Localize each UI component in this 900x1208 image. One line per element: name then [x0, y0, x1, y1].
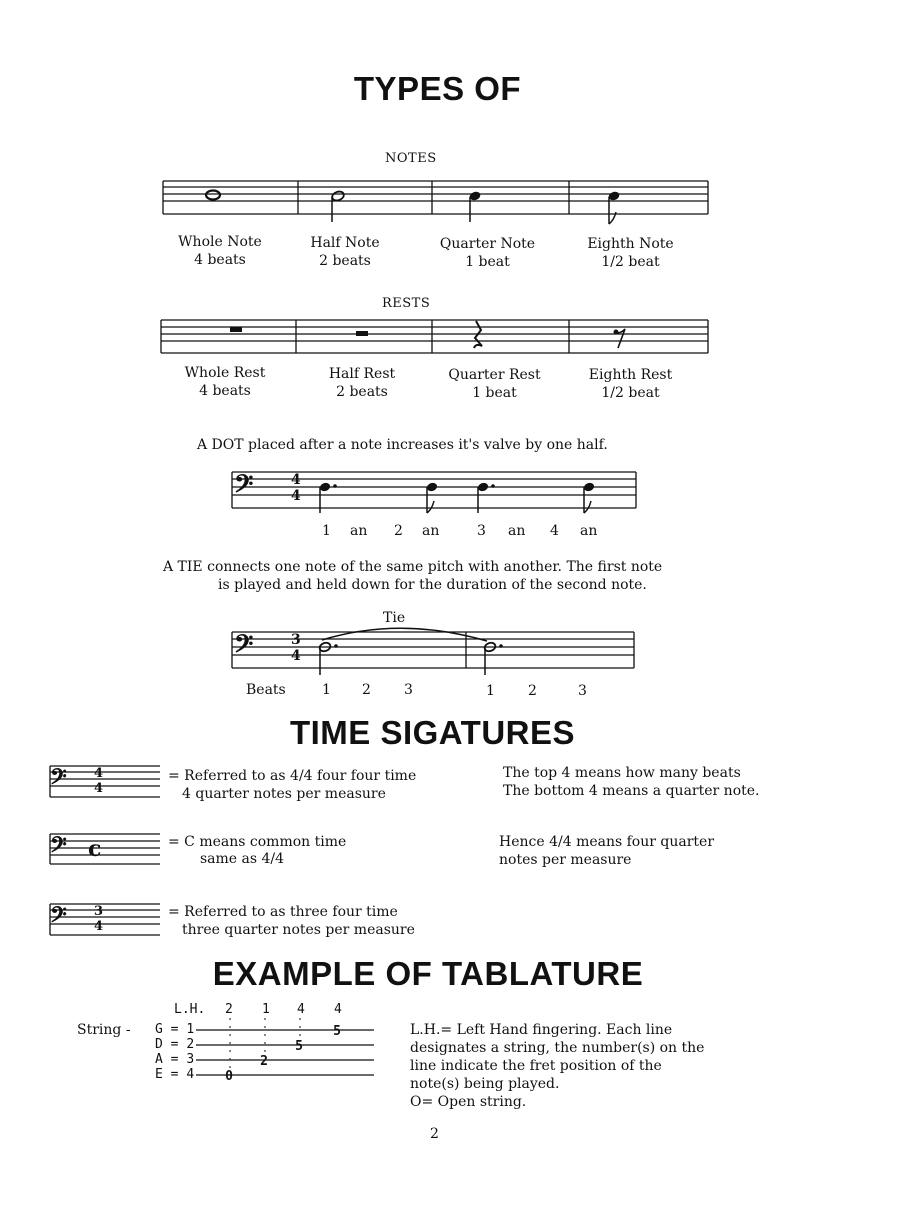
- bass-clef-icon: 𝄢: [50, 833, 67, 863]
- note-label-whole: Whole Note 4 beats: [178, 234, 262, 268]
- fret-number: 0: [225, 1069, 233, 1084]
- dot-count-4: 4: [550, 523, 559, 539]
- ts-row1-note1: The top 4 means how many beats: [503, 765, 741, 781]
- rest-label-half: Half Rest 2 beats: [328, 366, 396, 400]
- dot-count-2: 2: [394, 523, 403, 539]
- tablature-heading: EXAMPLE OF TABLATURE: [212, 955, 644, 992]
- tie-count: 1: [322, 682, 331, 698]
- rest-label-quarter: Quarter Rest 1 beat: [448, 367, 541, 401]
- tie-time-sig-bottom: 4: [291, 648, 301, 664]
- tie-count: 3: [404, 682, 413, 698]
- fret-number: 2: [260, 1054, 268, 1069]
- ts-row1-desc2: 4 quarter notes per measure: [182, 786, 386, 802]
- page-number: 2: [430, 1126, 439, 1142]
- bass-clef-icon: 𝄢: [234, 470, 254, 505]
- ts-row2-note2: notes per measure: [499, 852, 632, 868]
- ts-row3-top: 3: [94, 904, 104, 919]
- beats-label: Beats: [246, 682, 286, 698]
- fret-number: 5: [295, 1039, 303, 1054]
- tie-description-line1: A TIE connects one note of the same pitch with another. The first note: [163, 559, 663, 575]
- ts-row2-note1: Hence 4/4 means four quarter: [499, 834, 715, 850]
- bass-clef-icon: 𝄢: [50, 903, 67, 933]
- dot-time-sig-top: 4: [291, 472, 301, 488]
- bass-clef-icon: 𝄢: [50, 765, 67, 795]
- string-label: String -: [77, 1022, 131, 1038]
- finger-number: 4: [334, 1002, 342, 1017]
- string-name-e: E = 4: [155, 1067, 195, 1082]
- finger-number: 1: [262, 1002, 270, 1017]
- ts-row1-note2: The bottom 4 means a quarter note.: [503, 783, 760, 799]
- dot-count-an: an: [422, 523, 440, 539]
- tie-count: 2: [362, 682, 371, 698]
- dot-description: A DOT placed after a note increases it's valve by one half.: [197, 437, 608, 453]
- tie-description-line2: is played and held down for the duration of the second note.: [218, 577, 647, 593]
- notes-heading: NOTES: [385, 151, 437, 166]
- tablature-explanation: L.H.= Left Hand fingering. Each line designates a string, the number(s) on the line indicate the fret position of the note(s) being played. O= Open string.: [410, 1022, 705, 1110]
- string-name-a: A = 3: [155, 1052, 195, 1067]
- tie-count: 2: [528, 683, 537, 699]
- rests-heading: RESTS: [382, 296, 431, 311]
- dot-count-1: 1: [322, 523, 331, 539]
- ts-row2-desc2: same as 4/4: [200, 851, 285, 867]
- note-label-half: Half Note 2 beats: [310, 235, 380, 269]
- dot-count-an: an: [508, 523, 526, 539]
- rest-label-eighth: Eighth Rest 1/2 beat: [588, 367, 673, 401]
- page-title: TYPES OF: [353, 70, 522, 107]
- ts-row3-desc2: three quarter notes per measure: [182, 922, 415, 938]
- dot-count-an: an: [350, 523, 368, 539]
- rest-label-whole: Whole Rest 4 beats: [184, 365, 266, 399]
- finger-number: 2: [225, 1002, 233, 1017]
- tie-count: 3: [578, 683, 587, 699]
- tie-label: Tie: [383, 610, 406, 626]
- note-label-eighth: Eighth Note 1/2 beat: [587, 236, 674, 270]
- bass-clef-icon: 𝄢: [234, 630, 254, 665]
- string-name-d: D = 2: [155, 1037, 195, 1052]
- ts-row2-desc1: = C means common time: [168, 834, 347, 850]
- ts-row3-bottom: 4: [94, 919, 104, 934]
- finger-number: 4: [297, 1002, 305, 1017]
- note-label-quarter: Quarter Note 1 beat: [439, 236, 536, 270]
- dot-count-3: 3: [477, 523, 486, 539]
- dot-time-sig-bottom: 4: [291, 488, 301, 504]
- tie-time-sig-top: 3: [291, 632, 301, 648]
- dot-count-an: an: [580, 523, 598, 539]
- ts-row1-desc1: = Referred to as 4/4 four four time: [168, 768, 417, 784]
- tie-count: 1: [486, 683, 495, 699]
- ts-row1-top: 4: [94, 766, 104, 781]
- string-name-g: G = 1: [155, 1022, 195, 1037]
- common-time-icon: c: [88, 836, 102, 862]
- fret-number: 5: [333, 1024, 341, 1039]
- ts-row3-desc1: = Referred to as three four time: [168, 904, 398, 920]
- ts-row1-bottom: 4: [94, 781, 104, 796]
- time-signatures-heading: TIME SIGATURES: [289, 714, 576, 751]
- lh-label: L.H.: [174, 1002, 206, 1017]
